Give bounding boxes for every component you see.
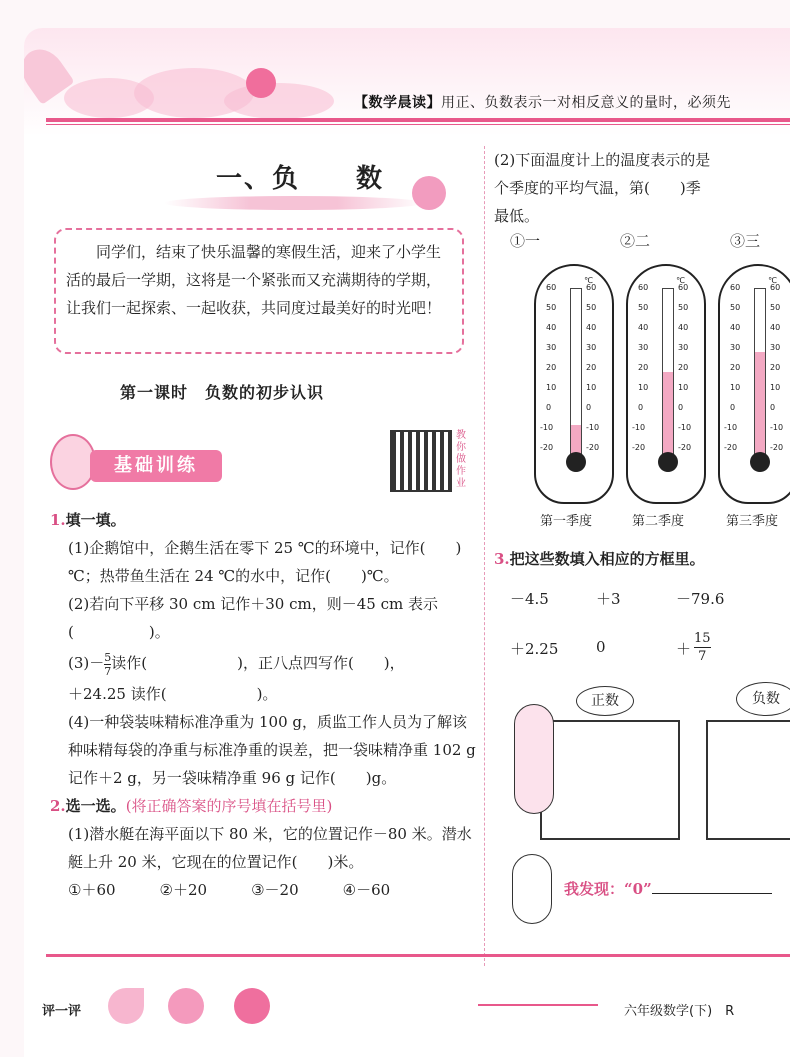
thermometer [534, 264, 614, 504]
option-3[interactable]: ③－20 [251, 881, 299, 899]
tick-label: -10 [586, 423, 600, 432]
tick-label: 0 [638, 403, 644, 412]
tick-label: 30 [770, 343, 781, 352]
temperature-fill [663, 372, 673, 455]
q2-part2-line2: 个季度的平均气温，第( )季 [494, 179, 701, 197]
tick-label: 10 [546, 383, 557, 392]
tick-label: 40 [770, 323, 781, 332]
tick-label: 40 [678, 323, 689, 332]
tick-label: -20 [586, 443, 600, 452]
thermometer-bulb [658, 452, 678, 472]
tick-label: 40 [638, 323, 649, 332]
thermometer-tube [754, 288, 766, 456]
q2-number: 2. [50, 797, 66, 815]
q2-hint: (将正确答案的序号填在括号里) [125, 797, 333, 815]
section-badge [50, 430, 220, 494]
left-column [50, 506, 480, 904]
tick-label: -10 [632, 423, 646, 432]
tick-label: 50 [730, 303, 741, 312]
q1-part3-cont: ＋24.25 读作( )。 [68, 685, 278, 703]
thermometer-tube [570, 288, 582, 456]
temperature-fill [571, 425, 581, 455]
tick-label: -10 [678, 423, 692, 432]
discover-line [564, 878, 772, 899]
lesson-title: 第一课时 负数的初步认识 [120, 383, 325, 402]
q2-options [50, 876, 480, 904]
number-item: ＋2.25 [510, 640, 559, 658]
moon-icon [412, 176, 446, 210]
tick-label: 30 [678, 343, 689, 352]
unit-label: ℃ [584, 276, 593, 285]
tick-label: -20 [632, 443, 646, 452]
thermometer-group [510, 232, 784, 534]
number-item: ＋3 [596, 590, 621, 608]
fraction-denominator: 7 [104, 664, 112, 678]
boy-cartoon-icon [512, 854, 552, 924]
tick-label: 10 [678, 383, 689, 392]
q1-part3 [50, 646, 480, 680]
tick-label: 30 [730, 343, 741, 352]
q2-part2-line1: (2)下面温度计上的温度表示的是 [494, 151, 711, 169]
half-moon-face-icon[interactable] [168, 988, 204, 1024]
smiling-face-icon[interactable] [234, 988, 270, 1024]
thermometer-bulb [566, 452, 586, 472]
fraction-numerator: 5 [104, 650, 112, 664]
tick-label: 20 [546, 363, 557, 372]
tick-label: 0 [546, 403, 552, 412]
tick-label: -10 [540, 423, 554, 432]
number-item: －79.6 [676, 590, 725, 608]
tick-label: 60 [546, 283, 557, 292]
tick-label: 30 [586, 343, 597, 352]
q3-heading [494, 548, 705, 569]
fraction [694, 630, 711, 665]
q2-title: 选一选。 [65, 797, 126, 815]
title-ribbon [164, 196, 424, 210]
q1-number: 1. [50, 511, 66, 529]
discover-blank[interactable] [652, 893, 772, 894]
thermometer-tube [662, 288, 674, 456]
tick-label: 0 [770, 403, 776, 412]
tick-label: 50 [770, 303, 781, 312]
tick-label: 10 [770, 383, 781, 392]
number-item: －4.5 [510, 590, 549, 608]
girl-cartoon-icon [514, 704, 554, 814]
unit-title: 一、负 数 [216, 164, 385, 194]
q2-part1: (1)潜水艇在海平面以下 80 米，它的位置记作－80 米。潜水艇上升 20 米，它现在的位置记作( )米。 [68, 825, 472, 871]
q3-title: 把这些数填入相应的方框里。 [509, 550, 705, 568]
qr-label: 教你做作业 [456, 430, 466, 489]
tick-label: 20 [586, 363, 597, 372]
tick-label: 60 [586, 283, 597, 292]
season-label-1: 第一季度 [540, 514, 593, 529]
tick-label: 20 [638, 363, 649, 372]
tick-label: 30 [638, 343, 649, 352]
fraction-numerator: 15 [694, 631, 711, 646]
q3-number: 3. [494, 550, 510, 568]
unit-label: ℃ [768, 276, 777, 285]
tick-label: 0 [730, 403, 736, 412]
header-band-thin [46, 124, 790, 125]
tick-label: 60 [770, 283, 781, 292]
thermometer [626, 264, 706, 504]
tick-label: 20 [730, 363, 741, 372]
tick-label: 50 [586, 303, 597, 312]
tick-label: -20 [724, 443, 738, 452]
fraction-denominator: 7 [698, 649, 707, 664]
right-column [494, 146, 790, 230]
tick-label: 10 [586, 383, 597, 392]
bubble-negative: 负数 [736, 682, 790, 716]
option-4[interactable]: ④－60 [342, 881, 391, 899]
q1-part4: (4)一种袋装味精标准净重为 100 g，质监工作人员为了解该种味精每袋的净重与标准净重的误差，把一袋味精净重 102 g 记作＋2 g，另一袋味精净重 96 g 记作( )g。 [68, 713, 476, 787]
numbers-row-2 [510, 632, 790, 672]
season-label-3: 第三季度 [726, 514, 779, 529]
morning-reading: 【数学晨读】用正、负数表示一对相反意义的量时，必须先 [354, 95, 731, 111]
tick-label: 40 [730, 323, 741, 332]
tick-label: 30 [546, 343, 557, 352]
tick-label: 0 [678, 403, 684, 412]
tick-label: 0 [586, 403, 592, 412]
tick-label: 60 [678, 283, 689, 292]
tick-label: 60 [730, 283, 741, 292]
number-item: ＋ [676, 640, 692, 658]
tick-label: -10 [724, 423, 738, 432]
paper [24, 28, 790, 1057]
unit-label: ℃ [676, 276, 685, 285]
intro-box: 同学们，结束了快乐温馨的寒假生活，迎来了小学生活的最后一学期，这将是一个紧张而又充满期待的学期，让我们一起探索、一起收获，共同度过最美好的时光吧！ [54, 228, 464, 354]
therm-option-2[interactable]: ②二 [620, 232, 651, 250]
therm-option-3[interactable]: ③三 [730, 232, 761, 250]
column-divider [484, 146, 485, 966]
tick-label: 10 [638, 383, 649, 392]
evaluate-label: 评一评 [42, 1004, 82, 1019]
number-item: 0 [596, 638, 606, 656]
tick-label: 40 [546, 323, 557, 332]
q1-part1: (1)企鹅馆中，企鹅生活在零下 25 ℃的环境中，记作( )℃；热带鱼生活在 24 ℃的水中，记作( )℃。 [68, 539, 462, 585]
page-footer [24, 948, 790, 1057]
therm-option-1[interactable]: ①一 [510, 232, 541, 250]
tick-label: 50 [638, 303, 649, 312]
option-1[interactable]: ①＋60 [68, 881, 116, 899]
sun-icon [246, 68, 276, 98]
option-2[interactable]: ②＋20 [159, 881, 208, 899]
tick-label: -20 [540, 443, 554, 452]
tick-label: 40 [586, 323, 597, 332]
footer-accent-line [478, 1004, 598, 1006]
tick-label: 50 [546, 303, 557, 312]
grade-label: 六年级数学(下) R [624, 1004, 735, 1019]
q1-part3-prefix: (3)－ [68, 654, 105, 672]
tick-label: -10 [770, 423, 784, 432]
tick-label: 20 [678, 363, 689, 372]
season-label-2: 第二季度 [632, 514, 685, 529]
cloud-decoration [224, 83, 334, 119]
q1-title: 填一填。 [65, 511, 126, 529]
positive-box[interactable] [540, 720, 680, 840]
temperature-fill [755, 352, 765, 455]
tick-label: -20 [678, 443, 692, 452]
footer-line [46, 954, 790, 957]
moon-face-icon[interactable] [108, 988, 144, 1024]
q1-part2: (2)若向下平移 30 cm 记作＋30 cm，则－45 cm 表示( )。 [68, 595, 438, 641]
unit-title-block [154, 158, 464, 218]
thermometer [718, 264, 790, 504]
q1-part3-text: 读作( )，正八点四写作( )， [111, 654, 405, 672]
tick-label: -20 [770, 443, 784, 452]
page-header [24, 28, 790, 148]
thermometer-bulb [750, 452, 770, 472]
tick-label: 20 [770, 363, 781, 372]
bubble-positive: 正数 [576, 686, 634, 716]
tick-label: 60 [638, 283, 649, 292]
tick-label: 50 [678, 303, 689, 312]
qr-code-icon[interactable] [390, 430, 452, 492]
negative-box[interactable] [706, 720, 790, 840]
tick-label: 10 [730, 383, 741, 392]
q2-part2-line3: 最低。 [494, 207, 540, 225]
section-badge-label: 基础训练 [90, 450, 222, 482]
header-band [46, 118, 790, 122]
discover-text: 我发现：“0” [564, 880, 652, 898]
